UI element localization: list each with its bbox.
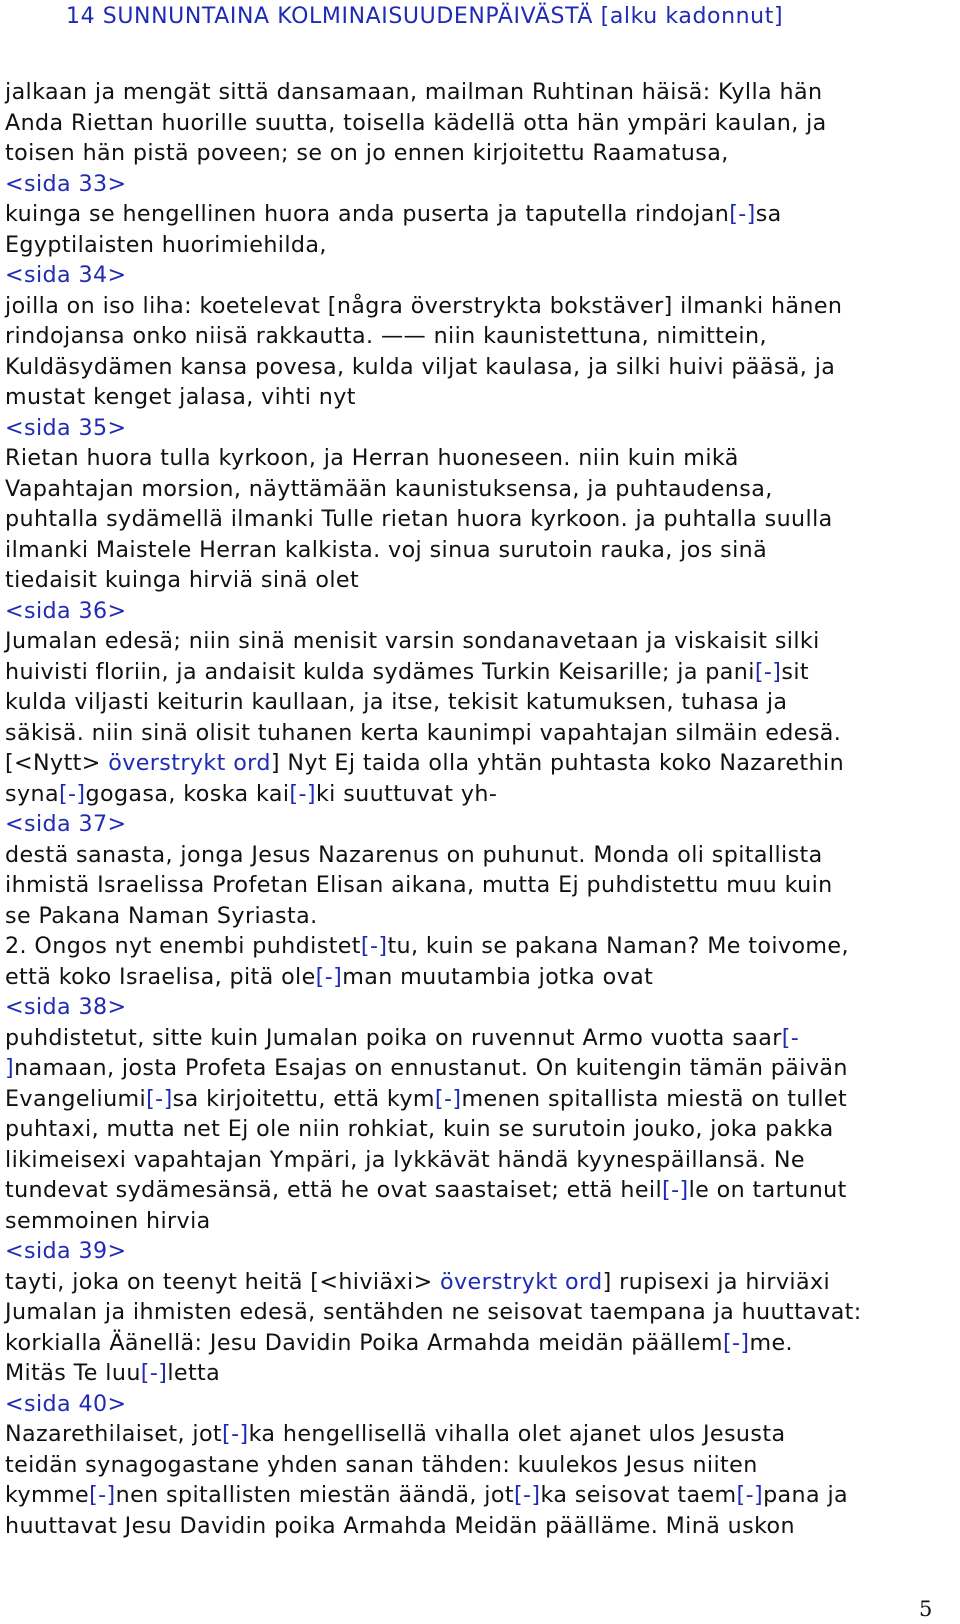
text-segment: Vapahtajan morsion, näyttämään kaunistuksensa, ja puhtaudensa, [5, 475, 773, 502]
text-line [5, 291, 955, 322]
text-line [5, 931, 955, 962]
text-segment: tu, kuin se pakana Naman? Me toivome, [387, 933, 849, 959]
text-segment: ka seisovat taem [540, 1482, 737, 1508]
text-line [5, 1389, 955, 1420]
editorial-note: [-] [736, 1482, 764, 1508]
text-line [5, 962, 955, 993]
text-segment: säkisä. niin sinä olisit tuhanen kerta kaunimpi vapahtajan silmäin edesä. [5, 719, 842, 746]
text-line [5, 1450, 955, 1481]
text-line [5, 1053, 955, 1084]
text-segment: puhdistetut, sitte kuin Jumalan poika on ruvennut Armo vuotta saar [5, 1024, 782, 1051]
text-segment: huuttavat Jesu Davidin poika Armahda Meidän päällämе. Minä uskon [5, 1512, 795, 1539]
text-segment: ki suuttuvat yh- [315, 780, 498, 807]
text-segment: 2. Ongos nyt enembi puhdistet [5, 933, 361, 959]
text-line [5, 260, 955, 291]
text-segment: semmoinen hirvia [5, 1207, 211, 1234]
text-segment: korkialla Äänellä: Jesu Davidin Poika Armahda meidän päällem [5, 1329, 723, 1356]
text-segment: Jumalan ja ihmisten edesä, sentähden ne seisovat taempana ja huuttavat: [5, 1299, 862, 1325]
text-line [5, 870, 955, 901]
text-segment: namaan, josta Profeta Esajas on ennustanut. On kuitengin tämän päivän [14, 1055, 848, 1081]
text-line [5, 748, 955, 779]
text-segment: [<Nytt> [5, 750, 109, 776]
text-line [5, 1297, 955, 1328]
text-segment: pana ja [763, 1482, 849, 1508]
text-segment: destä sanasta, jonga Jesus Nazarenus on puhunut. Monda oli spitallista [5, 841, 823, 868]
text-line [5, 992, 955, 1023]
text-line [5, 230, 955, 261]
text-line [5, 1023, 955, 1054]
page-marker: <sida 38> [5, 994, 127, 1020]
text-segment: ka hengellisellä vihalla olet ajanet ulos Jesusta [248, 1421, 786, 1447]
document-body [5, 77, 955, 1541]
text-line [5, 687, 955, 718]
text-segment: man muutambia jotka ovat [342, 963, 654, 990]
text-line [5, 840, 955, 871]
editorial-note: [-] [722, 1329, 750, 1356]
editorial-note: [-] [662, 1177, 689, 1203]
text-segment: se Pakana Naman Syriasta. [5, 902, 318, 929]
text-segment: tundevat sydämesänsä, että he ovat saastaiset; että heil [5, 1177, 663, 1203]
text-line [5, 809, 955, 840]
text-segment: letta [167, 1360, 221, 1386]
editorial-note: överstrykt ord [108, 750, 271, 776]
text-line [5, 169, 955, 200]
text-line [5, 1419, 955, 1450]
text-segment: Nazarethilaiset, jot [5, 1421, 223, 1447]
text-line [5, 138, 955, 169]
text-segment: huivisti floriin, ja andaisit kulda sydämes Turkin Keisarille; ja pani [5, 658, 755, 685]
text-line [5, 626, 955, 657]
text-segment: me. [749, 1329, 793, 1356]
page-number: 5 [919, 1597, 933, 1621]
page-marker: <sida 40> [5, 1390, 127, 1417]
text-segment: ] rupisexi ja hirviäxi [602, 1268, 831, 1295]
text-segment: Evangeliumi [5, 1085, 147, 1112]
text-segment: puhtaxi, mutta net Ej ole niin rohkiat, kuin se surutoin jouko, joka pakka [5, 1116, 834, 1142]
text-line [5, 1175, 955, 1206]
editorial-note: ] [5, 1055, 15, 1081]
text-segment: Anda Riettan huorille suutta, toisella kädellä otta hän ympäri kaulan, ja [5, 109, 827, 136]
text-segment: rindojansa onko niisä rakkautta. —— niin kaunistettuna, nimittein, [5, 323, 767, 349]
page-title: 14 SUNNUNTAINA KOLMINAISUUDENPÄIVÄSTÄ [alku kadonnut] [66, 4, 784, 29]
text-line [5, 565, 955, 596]
text-segment: puhtalla sydämellä ilmanki Tulle rietan huora kyrkoon. ja puhtalla suulla [5, 506, 833, 532]
editorial-note: [-] [89, 1482, 116, 1508]
text-line [5, 199, 955, 230]
editorial-note: [- [781, 1024, 800, 1051]
text-segment: ihmistä Israelissa Profetan Elisan aikana, mutta Ej puhdistettu muu kuin [5, 872, 833, 898]
text-line [5, 1206, 955, 1237]
text-segment: le on tartunut [688, 1177, 847, 1203]
text-segment: sa kirjoitettu, että kym [172, 1085, 435, 1112]
text-line [5, 413, 955, 444]
text-line [5, 901, 955, 932]
editorial-note: [-] [434, 1085, 462, 1112]
page-marker: <sida 39> [5, 1238, 127, 1264]
editorial-note: [-] [315, 963, 343, 990]
text-line [5, 474, 955, 505]
editorial-note: överstrykt ord [440, 1268, 603, 1295]
text-line [5, 352, 955, 383]
text-line [5, 1480, 955, 1511]
page-marker: <sida 37> [5, 811, 127, 837]
text-segment: mustat kenget jalasa, vihti nyt [5, 384, 356, 410]
text-line [5, 108, 955, 139]
text-segment: Mitäs Te luu [5, 1360, 141, 1386]
editorial-note: [-] [754, 658, 782, 685]
text-segment: tiedaisit kuinga hirviä sinä olet [5, 567, 360, 593]
text-line [5, 443, 955, 474]
text-segment: kulda viljasti keiturin kaullaan, ja itse, tekisit katumuksen, tuhasa ja [5, 689, 788, 715]
text-line [5, 77, 955, 108]
text-line [5, 1511, 955, 1542]
text-segment: Jumalan edesä; niin sinä menisit varsin sondanavetaan ja viskaisit silki [5, 628, 820, 654]
text-segment: likimeisexi vapahtajan Ympäri, ja lykkävät händä kyynespäillansä. Ne [5, 1146, 805, 1173]
text-line [5, 657, 955, 688]
text-segment: sit [781, 658, 809, 685]
page-marker: <sida 36> [5, 597, 127, 624]
editorial-note: [-] [222, 1421, 249, 1447]
text-segment: kuinga se hengellinen huora anda puserta ja taputella rindojan [5, 201, 730, 227]
text-segment: ilmanki Maistele Herran kalkista. voj sinua surutoin rauka, jos sinä [5, 536, 768, 563]
text-line [5, 1114, 955, 1145]
text-line [5, 504, 955, 535]
editorial-note: [-] [360, 933, 388, 959]
text-segment: jalkaan ja mengät sittä dansamaan, mailman Ruhtinan häisä: Kylla hän [5, 79, 823, 105]
text-line [5, 1145, 955, 1176]
editorial-note: [-] [58, 780, 86, 807]
text-segment: Rietan huora tulla kyrkoon, ja Herran huoneseen. niin kuin mikä [5, 445, 739, 471]
text-segment: kymme [5, 1482, 90, 1508]
text-segment: nen spitallisten miestän äändä, jot [115, 1482, 514, 1508]
text-line [5, 718, 955, 749]
editorial-note: [-] [146, 1085, 173, 1112]
text-segment: Egyptilaisten huorimiehilda, [5, 231, 327, 258]
text-line [5, 1328, 955, 1359]
text-line [5, 1358, 955, 1389]
page-marker: <sida 33> [5, 170, 127, 197]
text-line [5, 779, 955, 810]
editorial-note: [-] [513, 1482, 541, 1508]
text-line [5, 321, 955, 352]
text-line [5, 596, 955, 627]
text-segment: ] Nyt Ej taida olla yhtän puhtasta koko Nazarethin [270, 750, 845, 776]
text-segment: toisen hän pistä poveen; se on jo ennen kirjoitettu Raamatusa, [5, 140, 729, 166]
text-line [5, 1084, 955, 1115]
text-segment: joilla on iso liha: koetelevat [några överstrykta bokstäver] ilmanki hänen [5, 292, 843, 319]
text-segment: että koko Israelisa, pitä ole [5, 963, 316, 990]
text-line [5, 382, 955, 413]
text-line [5, 535, 955, 566]
editorial-note: [-] [289, 780, 316, 807]
page-marker: <sida 35> [5, 414, 127, 441]
editorial-note: [-] [140, 1360, 168, 1386]
text-line [5, 1267, 955, 1298]
text-segment: sa [755, 201, 782, 227]
text-segment: Kuldäsydämen kansa povesa, kulda viljat kaulasa, ja silki huivi pääsä, ja [5, 353, 836, 380]
text-segment: gogasa, koska kai [85, 780, 290, 807]
text-segment: teidän synagogastane yhden sanan tähden: kuulekos Jesus niiten [5, 1451, 758, 1478]
page-marker: <sida 34> [5, 262, 127, 288]
text-segment: syna [5, 780, 59, 807]
text-line [5, 1236, 955, 1267]
editorial-note: [-] [729, 201, 756, 227]
text-segment: menen spitallista miestä on tullet [461, 1085, 848, 1112]
text-segment: tayti, joka on teenyt heitä [<hiviäxi> [5, 1268, 441, 1295]
